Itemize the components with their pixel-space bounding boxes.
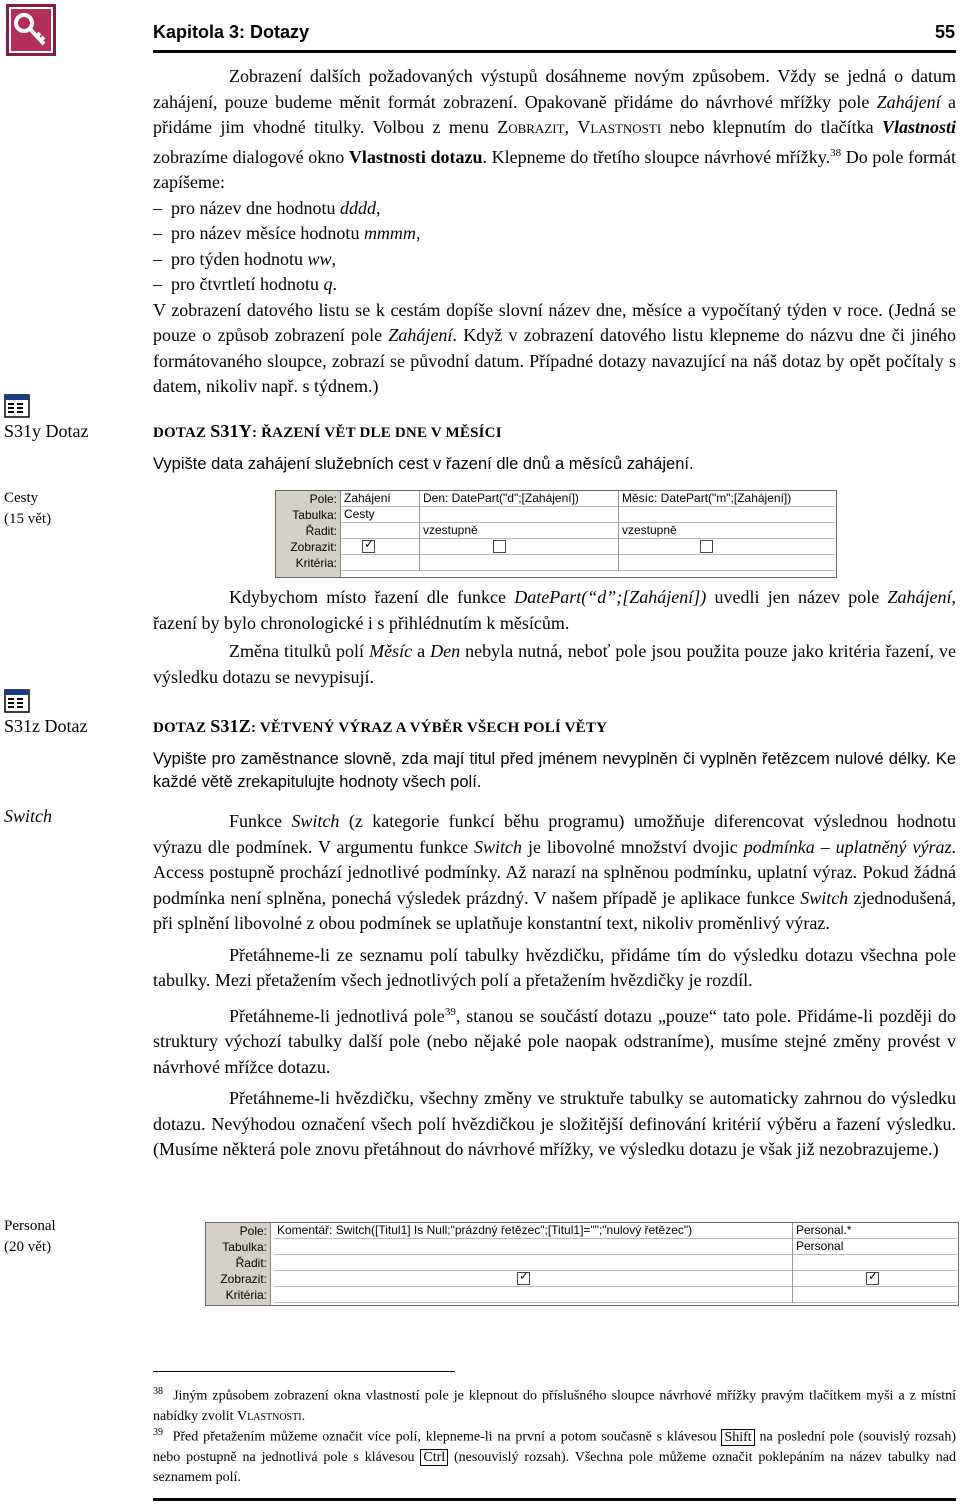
grid-cell	[274, 1287, 792, 1303]
show-checkbox	[517, 1272, 530, 1285]
grid-cell	[420, 507, 618, 523]
sidebar-table-name: Personal	[4, 1218, 56, 1234]
row-label: Kritéria:	[225, 1288, 267, 1302]
grid-cell	[341, 539, 419, 555]
paragraph: Kdybychom místo řazení dle funkce DatePart(“d”;[Zahájení]) uvedli jen název pole Zahájení, řazení by bylo chronologické i s přihlédnutím k měsícům.	[153, 587, 956, 633]
grid-cell: Den: DatePart("d";[Zahájení])	[420, 491, 618, 507]
grid-cell	[793, 1255, 957, 1271]
grid-cell	[619, 507, 835, 523]
grid-cell	[274, 1239, 792, 1255]
query-icon	[4, 689, 30, 713]
sidebar-function-name: Switch	[4, 806, 52, 826]
row-label: Tabulka:	[222, 1240, 267, 1254]
grid-row-labels	[206, 1223, 271, 1305]
list-item: – pro týden hodnotu ww,	[153, 247, 956, 273]
grid-cell	[619, 539, 835, 555]
grid-cell	[341, 523, 419, 539]
grid-cell: Cesty	[341, 507, 419, 523]
section-heading: DOTAZ S31Z: VĚTVENÝ VÝRAZ A VÝBĚR VŠECH POLÍ VĚTY	[153, 716, 608, 736]
row-label: Zobrazit:	[220, 1272, 267, 1286]
paragraph: Zobrazení dalších požadovaných výstupů dosáhneme novým způsobem. Vždy se jedná o datum zahájení, pouze budeme měnit formát zobrazení. Opakovaně přidáme do návrhové mřížky pole Zahájení a přidáme jim vhodné titulky. Volbou z menu Zobrazit, Vlastnosti nebo klepnutím do tlačítka Vlastnosti zobrazíme dialogové okno Vlastnosti dotazu. Klepneme do třetího sloupce návrhové mřížky.$^{38}$ Do pole formát zapíšeme:	[153, 66, 957, 192]
grid-cell	[420, 555, 618, 571]
grid-cell: vzestupně	[619, 523, 835, 539]
page-number: 55	[934, 22, 955, 42]
grid-column	[619, 491, 835, 571]
row-label: Řadit:	[235, 1256, 267, 1270]
grid-cell: Zahájení	[341, 491, 419, 507]
grid-column	[420, 491, 619, 571]
footnote-rule	[153, 1371, 455, 1372]
grid-cell	[420, 539, 618, 555]
sidebar-table-name: Cesty	[4, 490, 39, 506]
row-label: Tabulka:	[292, 508, 337, 522]
grid-cell: Personal.*	[793, 1223, 957, 1239]
sidebar-record-count: (15 vět)	[4, 511, 52, 527]
paragraph: V zobrazení datového listu se k cestám dopíše slovní název dne, měsíce a vypočítaný týden v roce. (Jedná se pouze o způsob zobrazení pole Zahájení. Když v zobrazení datového listu klepneme do názvu dne či jiného formátovaného sloupce, zobrazí se původní datum. Případné dotazy navazující na náš dotaz by opět počítaly s datem, nikoliv např. s týdnem.)	[153, 299, 956, 396]
row-label: Pole:	[309, 492, 337, 506]
chapter-title: Kapitola 3: Dotazy	[153, 22, 310, 42]
footnote-38: $^{38}$ Jiným způsobem zobrazení okna vlastností pole je klepnout do příslušného sloupce návrhové mřížky pravým tlačítkem myši a z místní nabídky zvolit Vlastnosti.	[153, 1386, 956, 1424]
ctrl-key: Ctrl	[420, 1449, 448, 1466]
row-label: Řadit:	[305, 524, 337, 538]
grid-cell: Měsíc: DatePart("m";[Zahájení])	[619, 491, 835, 507]
access-logo-icon	[6, 4, 56, 56]
grid-cell	[793, 1271, 957, 1287]
show-checkbox	[866, 1272, 879, 1285]
sidebar-query-label: S31y Dotaz	[4, 421, 89, 441]
paragraph: Přetáhneme-li jednotlivá pole$^{39}$, stanou se součástí dotazu „pouze“ tato pole. Přidáme-li později do struktury výchozí tabulky další pole (nebo nějaké pole naopak odstraníme), musíme stejné změny provést v návrhové mřížce dotazu.	[153, 1005, 957, 1077]
grid-cell	[341, 555, 419, 571]
row-label: Zobrazit:	[290, 540, 337, 554]
section-heading: DOTAZ S31Y: ŘAZENÍ VĚT DLE DNE V MĚSÍCI	[153, 421, 502, 441]
grid-cell: Komentář: Switch([Titul1] Is Null;"prázdný řetězec";[Titul1]="";"nulový řetězec")	[274, 1223, 792, 1239]
task-text: Vypište data zahájení služebních cest v řazení dle dnů a měsíců zahájení.	[153, 455, 694, 473]
grid-cell	[274, 1255, 792, 1271]
grid-cell: Personal	[793, 1239, 957, 1255]
footer-rule	[153, 1498, 956, 1501]
list-item: – pro čtvrtletí hodnotu q.	[153, 272, 956, 298]
explanation-text	[153, 585, 956, 690]
row-label: Kritéria:	[295, 556, 337, 570]
intro-text	[153, 64, 956, 400]
paragraph: Funkce Switch (z kategorie funkcí běhu programu) umožňuje diferencovat výslednou hodnotu výrazu dle podmínek. V argumentu funkce Switch je libovolné množství dvojic podmínka – uplatněný výraz. Access postupně prochází jednotlivé podmínky. Až narazí na splněnou podmínku, uplatní výraz. Pokud žádná podmínka není splněna, ponechá výsledek prázdný. V našem případě je aplikace funkce Switch zjednodušená, při splnění libovolné z obou podmínek se uplatňuje konstantní text, nikoliv proměnlivý výraz.	[153, 811, 956, 933]
paragraph: Přetáhneme-li hvězdičku, všechny změny ve struktuře tabulky se automaticky zahrnou do výsledku dotazu. Nevýhodou označení všech polí hvězdičkou je složitější definování kritérií výběru a řazení výsledku. (Musíme některá pole znovu přetáhnout do návrhové mřížky, ve výsledku dotazu je však již nezobrazujeme.)	[153, 1088, 956, 1159]
paragraph: Přetáhneme-li ze seznamu polí tabulky hvězdičku, přidáme tím do výsledku dotazu všechna pole tabulky. Mezi přetažením všech jednotlivých polí a přetažením hvězdičky je rozdíl.	[153, 944, 956, 990]
footnote-39: $^{39}$ Před přetažením můžeme označit více polí, klepneme-li na první a potom současně s klávesou Shift na poslední pole (souvislý rozsah) nebo postupně na jednotlivá pole s klávesou Ctrl (nesouvislý rozsah). Všechna pole můžeme označit poklepáním na název tabulky nad seznamem polí.	[153, 1427, 956, 1485]
show-checkbox	[362, 540, 375, 553]
query-design-grid	[205, 1222, 959, 1306]
list-item: – pro název dne hodnotu dddd,	[153, 196, 956, 222]
sidebar-record-count: (20 vět)	[4, 1239, 52, 1255]
paragraph: Změna titulků polí Měsíc a Den nebyla nutná, neboť pole jsou použita pouze jako kritéria řazení, ve výsledku dotazu se nevypisují.	[153, 641, 956, 687]
query-design-grid	[275, 490, 837, 578]
grid-column	[274, 1223, 793, 1303]
header-rule	[153, 50, 956, 53]
shift-key: Shift	[721, 1429, 754, 1446]
grid-cell	[274, 1271, 792, 1287]
list-item: – pro název měsíce hodnotu mmmm,	[153, 221, 956, 247]
grid-cell	[793, 1287, 957, 1303]
grid-column	[793, 1223, 957, 1303]
sidebar-query-label: S31z Dotaz	[4, 716, 88, 736]
grid-cell: vzestupně	[420, 523, 618, 539]
grid-cell	[619, 555, 835, 571]
task-text: Vypište pro zaměstnance slovně, zda mají titul před jménem nevyplněn či vyplněn řetězcem nulové délky. Ke každé větě zrekapitulujte hodnoty všech polí.	[153, 750, 956, 791]
query-icon	[4, 394, 30, 418]
row-label: Pole:	[239, 1224, 267, 1238]
grid-column	[341, 491, 420, 571]
grid-row-labels	[276, 491, 341, 577]
switch-explanation	[153, 809, 956, 1163]
